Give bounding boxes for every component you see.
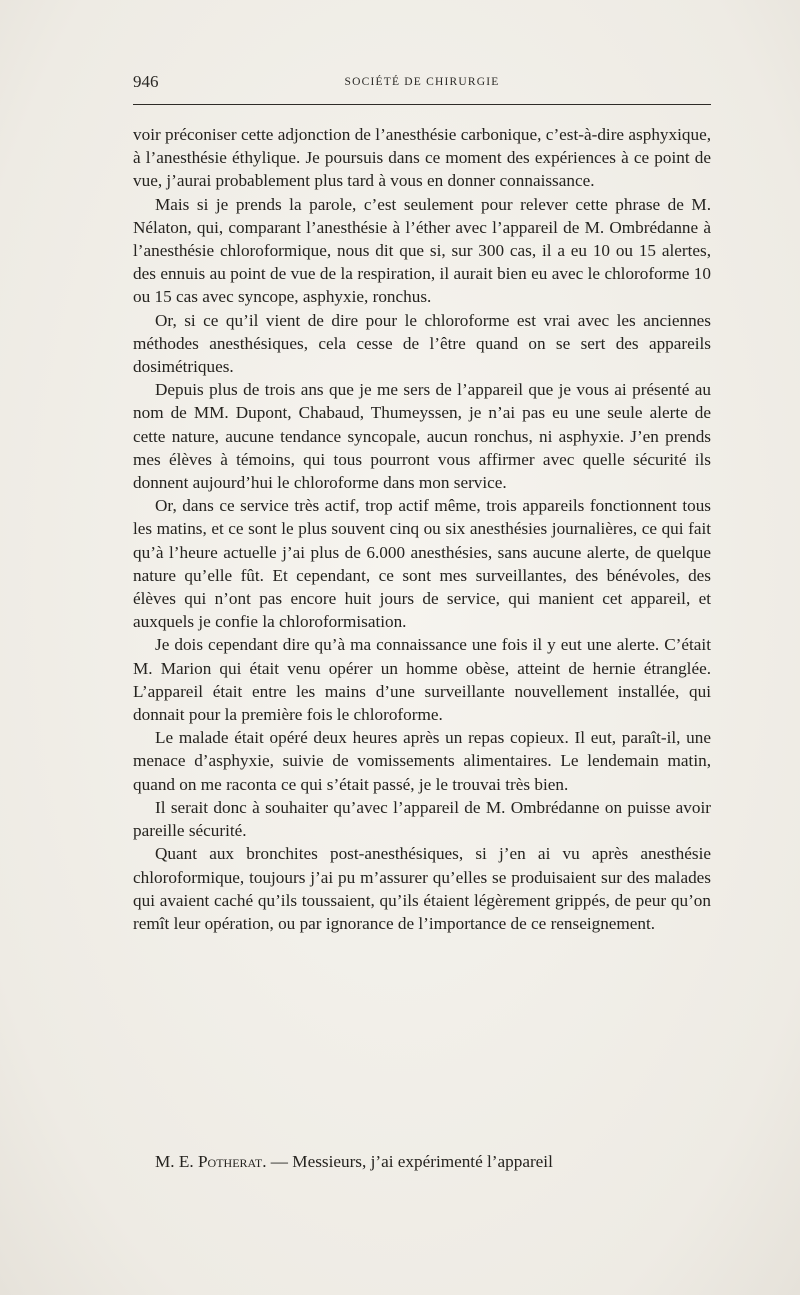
paragraph-5: Or, dans ce service très actif, trop actif même, trois appareils fonctionnent tous les matins, et ce sont le plus souvent cinq ou six anesthésies journalières, ce qui fait qu’à l’heure actuelle j’ai plus de 6.000 anesthésies, sans aucune alerte, de quelque nature qu’elle fût. Et cependant, ce sont mes surveillantes, des bénévoles, des élèves qui n’ont pas encore huit jours de service, qui manient cet appareil, et auxquels je confie la chloroformisation. — [133, 496, 711, 632]
paragraph-4: Depuis plus de trois ans que je me sers de l’appareil que je vous ai présenté au nom de MM. Dupont, Chabaud, Thumeyssen, je n’ai pas eu une seule alerte de cette nature, aucune tendance syncopale, aucun ronchus, ni asphyxie. J’en prends mes élèves à témoins, qui tous pourront vous affirmer avec quelle sécurité ils donnent aujourd’hui le chloroforme dans mon service. — [133, 380, 711, 493]
paragraph-3: Or, si ce qu’il vient de dire pour le chloroforme est vrai avec les anciennes méthodes anesthésiques, cela cesse de l’être quand on se sert des appareils dosimétriques. — [133, 310, 711, 377]
paragraph-1: voir préconiser cette adjonction de l’anesthésie carbonique, c’est-à-dire asphyxique, à l’anesthésie éthylique. Je poursuis dans ce moment des expériences à ce point de vue, j’aurai probablement plus tard à vous en donner connaissance. — [133, 125, 711, 191]
header-rule — [133, 104, 711, 105]
speaker-text: — Messieurs, j’ai expérimenté l’appareil — [270, 1152, 553, 1171]
body-text — [133, 123, 711, 935]
paragraph-7: Le malade était opéré deux heures après un repas copieux. Il eut, paraît-il, une menace d’asphyxie, suivie de vomissements alimentaires. Le lendemain matin, quand on me raconta ce qui s’était passé, je le trouvai très bien. — [133, 728, 711, 794]
paragraph-8: Il serait donc à souhaiter qu’avec l’appareil de M. Ombrédanne on puisse avoir pareille sécurité. — [133, 797, 711, 841]
page-number: 946 — [133, 72, 159, 91]
next-speaker-line — [133, 1150, 711, 1173]
paragraph-9: Quant aux bronchites post-anesthésiques, si j’en ai vu après anesthésie chloroformique, toujours j’ai pu m’assurer qu’elles se produisaient sur des malades qui avaient caché qu’ils toussaient, qu’ils étaient légèrement grippés, de peur qu’on remît leur opération, ou par ignorance de l’importance de ce renseignement. — [133, 844, 711, 933]
speaker-name: M. E. Potherat. — [155, 1152, 267, 1171]
running-title: SOCIÉTÉ DE CHIRURGIE — [344, 76, 500, 88]
paragraph-6: Je dois cependant dire qu’à ma connaissance une fois il y eut une alerte. C’était M. Marion qui était venu opérer un homme obèse, atteint de hernie étranglée. L’appareil était entre les mains d’une surveillante nouvellement installée, qui donnait pour la première fois le chloroforme. — [133, 635, 711, 725]
page-header — [133, 72, 711, 100]
paragraph-2: Mais si je prends la parole, c’est seulement pour relever cette phrase de M. Nélaton, qui, comparant l’anesthésie à l’éther avec l’appareil de M. Ombrédanne à l’anesthésie chloroformique, nous dit que si, sur 300 cas, il a eu 10 ou 15 alertes, des ennuis au point de vue de la respiration, il aurait bien eu avec le chloroforme 10 ou 15 cas avec syncope, asphyxie, ronchus. — [133, 194, 711, 307]
